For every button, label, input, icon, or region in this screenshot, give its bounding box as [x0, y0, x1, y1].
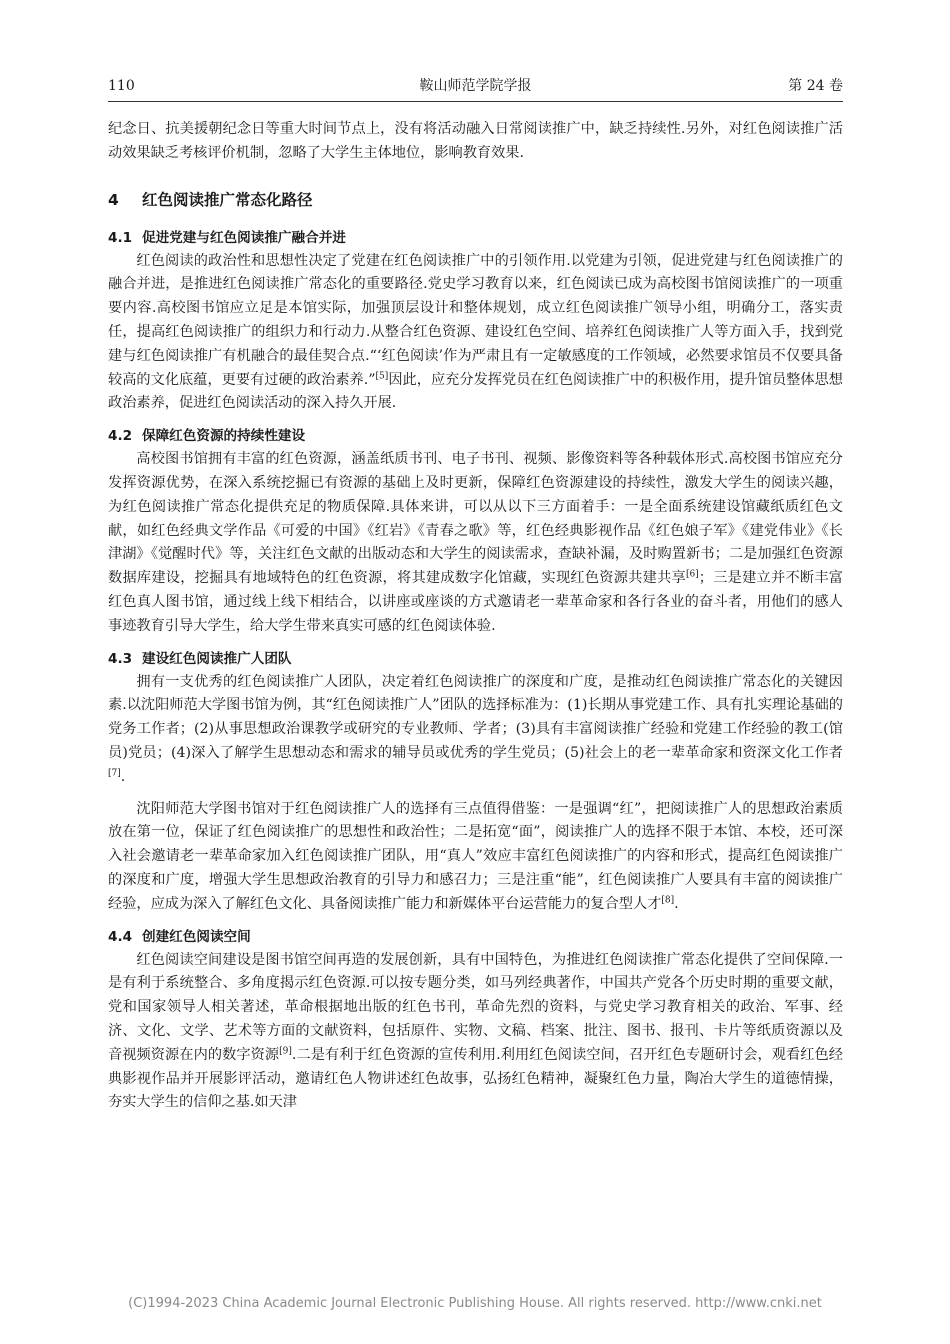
- paragraph-4-1: [108, 250, 843, 417]
- paragraph-4-2: [108, 448, 843, 638]
- paragraph-4-3-b: [108, 798, 843, 917]
- subsection-number: 4.1: [108, 229, 133, 246]
- citation-ref: [9]: [279, 1045, 292, 1056]
- subsection-title: 保障红色资源的持续性建设: [142, 428, 306, 445]
- subsection-number: 4.3: [108, 650, 133, 667]
- paragraph-text: .二是有利于红色资源的宣传利用.利用红色阅读空间，召开红色专题研讨会，观看红色经典影视作品并开展影评活动，邀请红色人物讲述红色故事，弘扬红色精神，凝聚红色力量，陶冶大学生的道德情操，夯实大学生的信仰之基.如天津: [108, 1046, 843, 1111]
- subsection-title: 建设红色阅读推广人团队: [142, 650, 292, 667]
- section-heading: [108, 188, 843, 212]
- citation-ref: [6]: [686, 569, 699, 580]
- section-title: 红色阅读推广常态化路径: [142, 190, 313, 209]
- section-number: 4: [108, 190, 119, 209]
- paragraph-text: ；三是建立并不断丰富红色真人图书馆，通过线上线下相结合，以讲座或座谈的方式邀请老一辈革命家和各行各业的奋斗者，用他们的感人事迹教育引导大学生，给大学生带来真实可感的红色阅读体验.: [108, 570, 843, 634]
- paragraph-4-3-a: [108, 671, 843, 790]
- paragraph-gap: [108, 790, 843, 798]
- volume-label: 第 24 卷: [788, 78, 843, 94]
- subsection-heading-4-2: [108, 424, 843, 448]
- page-header: [108, 76, 843, 104]
- subsection-number: 4.4: [108, 928, 133, 945]
- paragraph-text: .: [120, 768, 126, 785]
- header-rule: [108, 101, 843, 102]
- citation-ref: [7]: [108, 768, 121, 778]
- paragraph-text: 红色阅读空间建设是图书馆空间再造的发展创新，具有中国特色，为推进红色阅读推广常态化提供了空间保障.一是有利于系统整合、多角度揭示红色资源.可以按专题分类，如马列经典著作，中国共产党各个历史时期的重要文献，党和国家领导人相关著述，革命根据地出版的红色书刊，革命先烈的资料，与党史学习教育相关的政治、军事、经济、文化、文学、艺术等方面的文献资料，包括原件、实物、文稿、档案、批注、图书、报刊、卡片等纸质资源以及音视频资源在内的数字资源: [108, 951, 843, 1063]
- journal-title: 鞍山师范学院学报: [419, 78, 532, 94]
- paragraph-text: 红色阅读的政治性和思想性决定了党建在红色阅读推广中的引领作用.以党建为引领，促进党建与红色阅读推广的融合并进，是推进红色阅读推广常态化的重要路径.党史学习教育以来，红色阅读已成为高校图书馆阅读推广的一项重要内容.高校图书馆应立足是本馆实际，加强顶层设计和整体规划，成立红色阅读推广领导小组，明确分工，落实责任，提高红色阅读推广的组织力和行动力.从整合红色资源、建设红色空间、培养红色阅读推广人等方面入手，找到党建与红色阅读推广有机融合的最佳契合点.“‘红色阅读’作为严肃且有一定敏感度的工作领域，必然要求馆员不仅要具备较高的文化底蕴，更要有过硬的政治素养.”: [108, 252, 843, 388]
- subsection-heading-4-4: [108, 925, 843, 949]
- paragraph-text: .: [674, 895, 679, 912]
- copyright-footer: (C)1994-2023 China Academic Journal Electronic Publishing House. All rights reserved. http://www.cnki.net: [128, 1296, 822, 1311]
- article-body: [108, 118, 843, 1115]
- citation-ref: [5]: [375, 370, 389, 381]
- citation-ref: [8]: [661, 894, 675, 905]
- paragraph-text: 拥有一支优秀的红色阅读推广人团队，决定着红色阅读推广的深度和广度，是推动红色阅读推广常态化的关键因素.以沈阳师范大学图书馆为例，其“红色阅读推广人”团队的选择标准为：(1)长期从事党建工作、具有扎实理论基础的党务工作者；(2)从事思想政治课教学或研究的专业教师、学者；(3)具有丰富阅读推广经验和党建工作经验的教工(馆员)党员；(4)深入了解学生思想动态和需求的辅导员或优秀的学生党员；(5)社会上的老一辈革命家和资深文化工作者: [108, 673, 843, 761]
- paragraph-text: 沈阳师范大学图书馆对于红色阅读推广人的选择有三点值得借鉴：一是强调“红”，把阅读推广人的思想政治素质放在第一位，保证了红色阅读推广的思想性和政治性；二是拓宽“面”，阅读推广人的选择不限于本馆、本校，还可深入社会邀请老一辈革命家加入红色阅读推广团队，用“真人”效应丰富红色阅读推广的内容和形式，提高红色阅读推广的深度和广度，增强大学生思想政治教育的引导力和感召力；三是注重“能”，红色阅读推广人要具有丰富的阅读推广经验，应成为深入了解红色文化、具备阅读推广能力和新媒体平台运营能力的复合型人才: [108, 800, 843, 912]
- subsection-number: 4.2: [108, 428, 133, 445]
- subsection-title: 促进党建与红色阅读推广融合并进: [142, 229, 346, 246]
- subsection-heading-4-3: [108, 647, 843, 671]
- subsection-title: 创建红色阅读空间: [142, 928, 251, 945]
- paragraph-4-4: [108, 949, 843, 1116]
- paragraph-text: 高校图书馆拥有丰富的红色资源，涵盖纸质书刊、电子书刊、视频、影像资料等各种载体形式.高校图书馆应充分发挥资源优势，在深入系统挖掘已有资源的基础上及时更新，保障红色资源建设的持续性，激发大学生的阅读兴趣，为红色阅读推广常态化提供充足的物质保障.具体来讲，可以从以下三方面着手：一是全面系统建设馆藏纸质红色文献，如红色经典文学作品《可爱的中国》《红岩》《青春之歌》等，红色经典影视作品《红色娘子军》《建党伟业》《长津湖》《觉醒时代》等，关注红色文献的出版动态和大学生的阅读需求，查缺补漏，及时购置新书；二是加强红色资源数据库建设，挖掘具有地域特色的红色资源，将其建成数字化馆藏，实现红色资源共建共享: [108, 451, 843, 587]
- intro-paragraph: 纪念日、抗美援朝纪念日等重大时间节点上，没有将活动融入日常阅读推广中，缺乏持续性.另外，对红色阅读推广活动效果缺乏考核评价机制，忽略了大学生主体地位，影响教育效果.: [108, 121, 843, 161]
- page-number: 110: [108, 78, 135, 94]
- paragraph-text: 因此，应充分发挥党员在红色阅读推广中的积极作用，提升馆员整体思想政治素养，促进红色阅读活动的深入持久开展.: [108, 371, 843, 412]
- subsection-heading-4-1: [108, 226, 843, 250]
